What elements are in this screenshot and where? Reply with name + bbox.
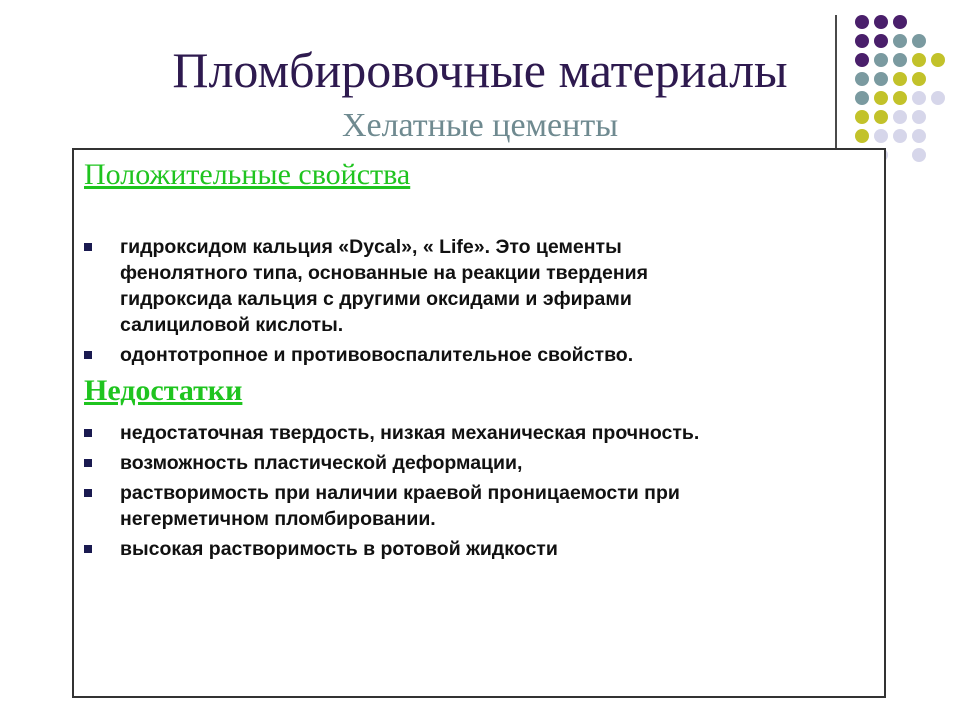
dot bbox=[874, 15, 888, 29]
list-item-text: гидроксидом кальция «Dycal», « Life». Это цементы фенолятного типа, основанные на реакции твердения гидроксида кальция с другими оксидами и эфирами салициловой кислоты. bbox=[120, 236, 648, 336]
list-item bbox=[84, 342, 864, 368]
list-item-text: растворимость при наличии краевой проницаемости при негерметичном пломбировании. bbox=[120, 482, 680, 530]
positive-heading: Положительные свойства bbox=[84, 158, 411, 191]
list-item bbox=[84, 450, 864, 476]
list-item bbox=[84, 536, 864, 562]
square-bullet-icon bbox=[84, 243, 92, 251]
square-bullet-icon bbox=[84, 459, 92, 467]
square-bullet-icon bbox=[84, 545, 92, 553]
list-item-text: одонтотропное и противовоспалительное свойство. bbox=[120, 344, 634, 366]
square-bullet-icon bbox=[84, 429, 92, 437]
slide-title: Пломбировочные материалы bbox=[172, 42, 788, 98]
dot bbox=[912, 148, 926, 162]
content-box bbox=[72, 148, 886, 698]
list-item bbox=[84, 480, 864, 532]
dot bbox=[893, 15, 907, 29]
list-item-text: возможность пластической деформации, bbox=[120, 452, 523, 474]
list-item-text: недостаточная твердость, низкая механическая прочность. bbox=[120, 422, 700, 444]
dot bbox=[855, 15, 869, 29]
square-bullet-icon bbox=[84, 351, 92, 359]
negative-heading: Недостатки bbox=[84, 374, 243, 407]
square-bullet-icon bbox=[84, 489, 92, 497]
list-item bbox=[84, 234, 864, 338]
list-item bbox=[84, 420, 864, 446]
slide-subtitle: Хелатные цементы bbox=[341, 107, 619, 144]
list-item-text: высокая растворимость в ротовой жидкости bbox=[120, 538, 558, 560]
